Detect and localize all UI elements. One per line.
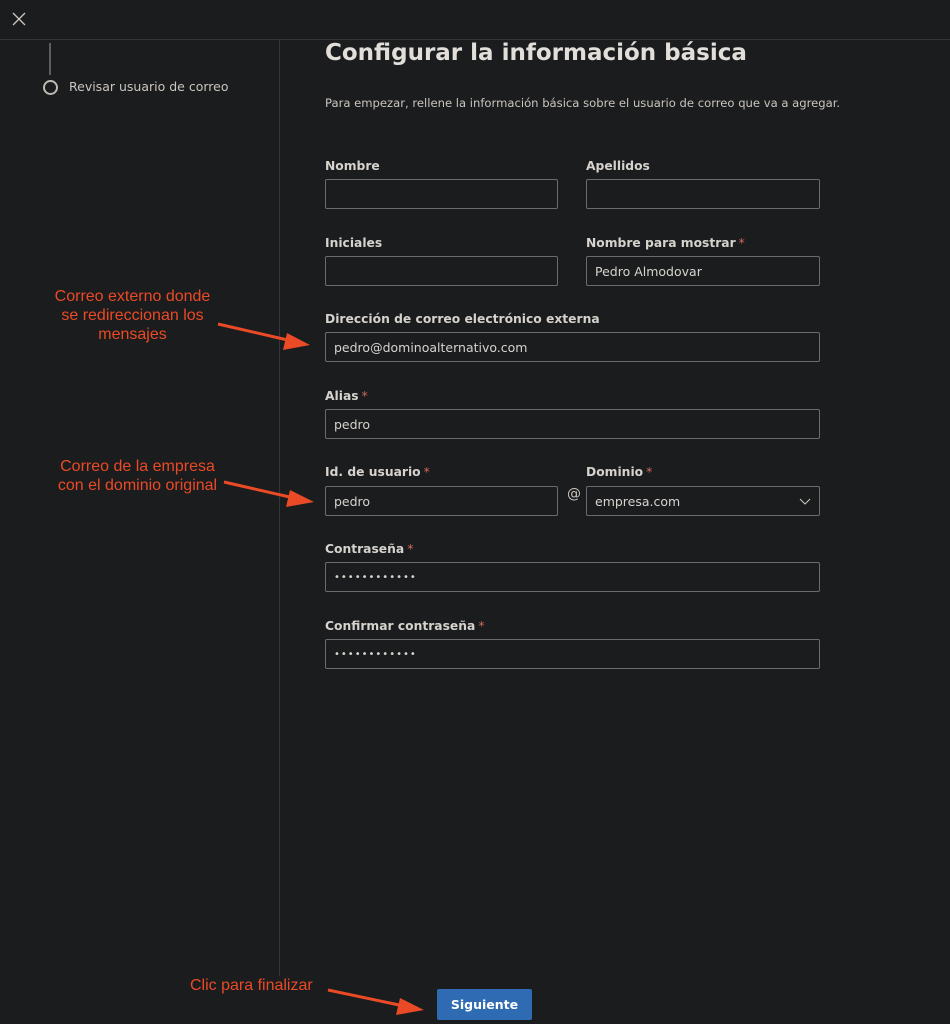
annotation-line: Correo externo donde: [54, 288, 211, 305]
required-asterisk: *: [738, 236, 745, 250]
required-asterisk: *: [646, 465, 653, 479]
arrow-icon-click-finish: [328, 990, 424, 1015]
close-icon[interactable]: [10, 10, 28, 28]
external-email-input[interactable]: [325, 332, 820, 362]
annotation-line: con el dominio original: [57, 477, 218, 494]
confirm-password-label: [325, 619, 484, 633]
first-name-label: [325, 159, 380, 173]
page-subtitle: Para empezar, rellene la información básica sobre el usuario de correo que va a agregar.: [325, 96, 841, 110]
annotation-company-email: [40, 457, 235, 495]
domain-selected-value: empresa.com: [595, 494, 681, 509]
domain-select[interactable]: [586, 486, 820, 516]
annotation-line: Correo de la empresa: [60, 458, 215, 475]
confirm-password-label-text: Confirmar contraseña: [325, 619, 476, 633]
display-name-input[interactable]: [586, 256, 820, 286]
page-title: Configurar la información básica: [325, 40, 747, 66]
domain-label: [586, 465, 652, 479]
password-input[interactable]: [325, 562, 820, 592]
first-name-input[interactable]: [325, 179, 558, 209]
step-review-mail-user[interactable]: Revisar usuario de correo: [69, 79, 229, 94]
password-label-text: Contraseña: [325, 542, 405, 556]
user-id-label: [325, 465, 430, 479]
vertical-divider: [279, 40, 280, 976]
annotation-line: mensajes: [98, 326, 167, 343]
wizard-stepper: [0, 40, 279, 976]
required-asterisk: *: [423, 465, 430, 479]
annotation-external-email: [40, 287, 225, 344]
external-email-label-text: Dirección de correo electrónico externa: [325, 312, 600, 326]
alias-label-text: Alias: [325, 389, 359, 403]
last-name-label-text: Apellidos: [586, 159, 650, 173]
initials-input[interactable]: [325, 256, 558, 286]
required-asterisk: *: [361, 389, 368, 403]
first-name-label-text: Nombre: [325, 159, 380, 173]
next-button[interactable]: Siguiente: [437, 989, 532, 1020]
domain-label-text: Dominio: [586, 465, 644, 479]
password-label: [325, 542, 413, 556]
display-name-label: [586, 236, 745, 250]
top-bar: [0, 0, 950, 40]
display-name-label-text: Nombre para mostrar: [586, 236, 736, 250]
annotation-line: se redireccionan los: [61, 307, 204, 324]
required-asterisk: *: [407, 542, 414, 556]
step-connector-line: [49, 43, 51, 75]
annotation-click-finish: [190, 976, 330, 995]
user-id-input[interactable]: [325, 486, 558, 516]
user-id-label-text: Id. de usuario: [325, 465, 421, 479]
alias-input[interactable]: [325, 409, 820, 439]
chevron-down-icon: [799, 496, 811, 506]
confirm-password-input[interactable]: [325, 639, 820, 669]
alias-label: [325, 389, 368, 403]
at-sign: @: [567, 486, 581, 502]
required-asterisk: *: [478, 619, 485, 633]
initials-label: [325, 236, 382, 250]
step-circle-icon: [43, 80, 58, 95]
external-email-label: [325, 312, 600, 326]
last-name-label: [586, 159, 650, 173]
initials-label-text: Iniciales: [325, 236, 383, 250]
annotation-line: Clic para finalizar: [190, 977, 313, 994]
last-name-input[interactable]: [586, 179, 820, 209]
